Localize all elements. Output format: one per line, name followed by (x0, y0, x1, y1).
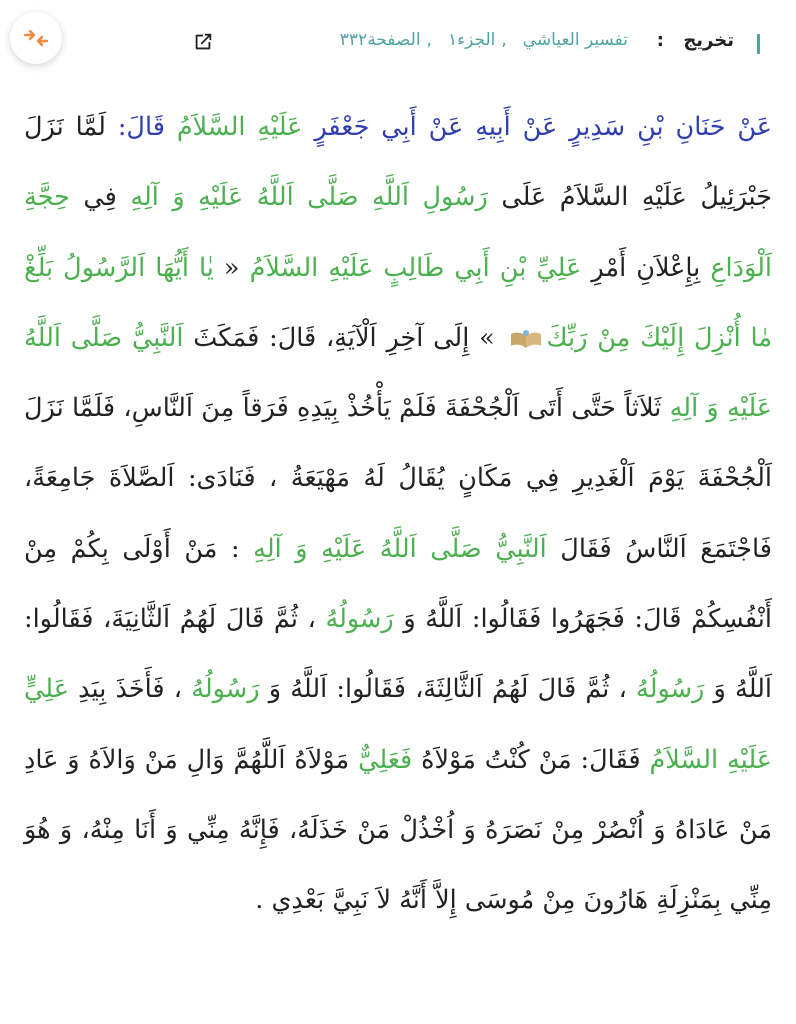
prophet-name[interactable]: اَلنَّبِيُّ صَلَّى اَللَّهُ عَلَيْهِ وَ آلِهِ (253, 533, 547, 564)
imam-ali-name[interactable]: عَلِيٍّ عَلَيْهِ السَّلاَمُ (24, 674, 772, 775)
text-segment: « (213, 252, 250, 283)
imam-name[interactable]: أَبِي جَعْفَرٍ (314, 112, 417, 142)
open-book-icon[interactable] (509, 328, 543, 350)
imam-ali-name[interactable]: فَعَلِيٌّ (358, 744, 413, 775)
collapse-button[interactable] (10, 12, 62, 64)
text-segment: » إِلَى آخِرِ اَلْآيَةِ، قَالَ: فَمَكَثَ (183, 322, 505, 353)
text-segment: بِإِعْلاَنِ أَمْرِ (581, 252, 711, 283)
imam-ali-name[interactable]: عَلِيِّ بْنِ أَبِي طَالِبٍ عَلَيْهِ السَّلاَمُ (249, 252, 582, 283)
takhrij-colon: : (656, 30, 664, 51)
text-segment: ، ثُمَّ قَالَ لَهُمُ اَلثَّانِيَةَ، فَقَالُوا: اَللَّهُ وَ (24, 604, 773, 705)
text-segment: ، فَأَخَذَ بِيَدِ (68, 674, 192, 705)
takhrij-header (0, 0, 796, 88)
source-book[interactable]: تفسير العياشي (522, 30, 628, 50)
source-separator: , (426, 30, 432, 50)
text-segment: ثَلاَثاً حَتَّى أَتَى اَلْجُحْفَةَ فَلَمْ يَأْخُذْ بِيَدِهِ فَرَقاً مِنَ اَلنَّاسِ، فَلَمَّا نَزَلَ اَلْجُحْفَةَ يَوْمَ اَلْغَدِيرِ فِي مَكَانٍ يُقَالُ لَهُ مَهْيَعَةُ ، فَنَادَى: اَلصَّلاَةَ جَامِعَةً، فَاجْتَمَعَ اَلنَّاسُ فَقَالَ (24, 393, 772, 564)
prophet-name[interactable]: اَلنَّبِيُّ صَلَّى اَللَّهُ عَلَيْهِ وَ آلِهِ (24, 322, 773, 424)
honorific: عَلَيْهِ السَّلاَمُ (176, 112, 315, 142)
text-segment: فَقَالَ: مَنْ كُنْتُ مَوْلاَهُ (412, 744, 650, 775)
external-link-icon[interactable] (192, 31, 214, 53)
source-reference[interactable] (334, 30, 628, 50)
text-segment: ، ثُمَّ قَالَ لَهُمُ اَلثَّالِثَةَ، فَقَالُوا: اَللَّهُ وَ (259, 674, 637, 705)
source-separator: , (501, 30, 507, 50)
narrator-chain: عَنْ حَنَانِ بْنِ سَدِيرٍ عَنْ أَبِيهِ عَنْ (416, 112, 773, 142)
source-page[interactable]: الصفحة٣٣٢ (339, 30, 421, 50)
hadith-text (24, 92, 772, 936)
prophet-name[interactable]: رَسُولِ اَللَّهِ صَلَّى اَللَّهُ عَلَيْهِ وَ آلِهِ (130, 182, 488, 213)
takhrij-label: تخريج (683, 30, 734, 51)
messenger-word[interactable]: رَسُولُهُ (191, 674, 260, 705)
text-segment: لَمَّا نَزَلَ جَبْرَئِيلُ عَلَيْهِ السَّلاَمُ عَلَى (24, 112, 772, 213)
event-name[interactable]: حِجَّةِ اَلْوَدَاعِ (24, 182, 772, 283)
quran-verse[interactable]: يٰا أَيُّهَا اَلرَّسُولُ بَلِّغْ مٰا أُنْزِلَ إِلَيْكَ مِنْ رَبِّكَ (24, 252, 772, 353)
said-marker: قَالَ: (117, 112, 177, 142)
text-segment: : مَنْ أَوْلَى بِكُمْ مِنْ أَنْفُسِكُمْ قَالَ: فَجَهَرُوا فَقَالُوا: اَللَّهُ وَ (24, 533, 772, 635)
collapse-arrows-icon (22, 24, 50, 52)
source-part[interactable]: الجزء١ (447, 30, 496, 50)
messenger-word[interactable]: رَسُولُهُ (636, 674, 705, 705)
accent-bar (757, 34, 760, 54)
text-segment: فِي (69, 182, 131, 213)
messenger-word[interactable]: رَسُولُهُ (325, 604, 394, 635)
text-segment: مَوْلاَهُ اَللَّهُمَّ وَالِ مَنْ وَالاَهُ وَ عَادِ مَنْ عَادَاهُ وَ اُنْصُرْ مِنْ نَصَرَهُ وَ اُخْذُلْ مَنْ خَذَلَهُ، فَإِنَّهُ مِنِّي وَ أَنَا مِنْهُ، وَ هُوَ مِنِّي بِمَنْزِلَةِ هَارُونَ مِنْ مُوسَى إِلاَّ أَنَّهُ لاَ نَبِيَّ بَعْدِي . (24, 744, 772, 916)
